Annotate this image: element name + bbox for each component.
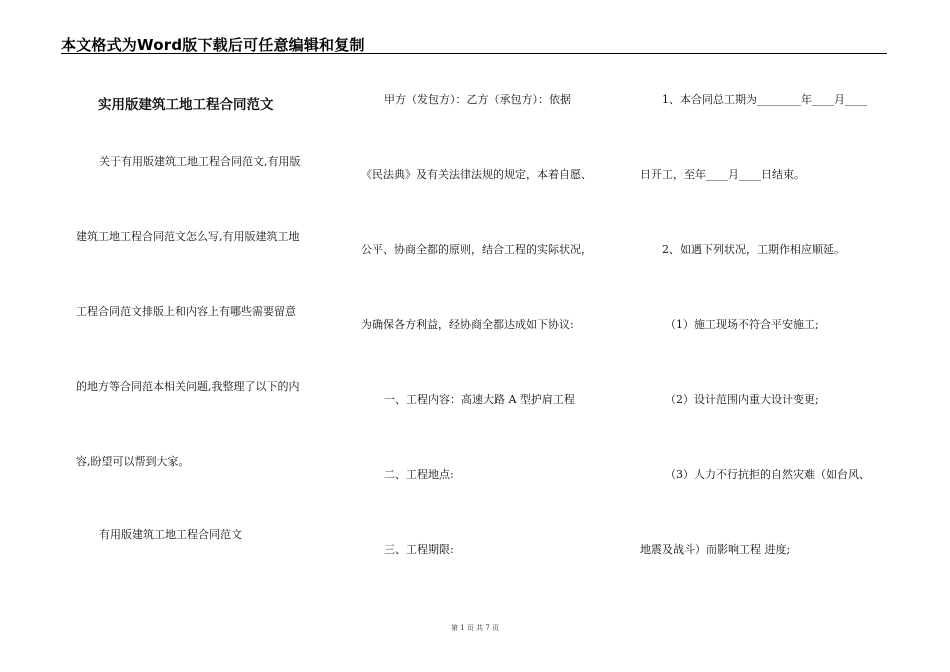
col1-line: 建筑工地工程合同范文怎么写,有用版建筑工地 bbox=[76, 230, 300, 243]
col1-line: 容,盼望可以帮到大家。 bbox=[76, 455, 190, 468]
col1-line: 工程合同范文排版上和内容上有哪些需要留意 bbox=[76, 305, 296, 318]
col2-line: 为确保各方利益，经协商全都达成如下协议: bbox=[361, 318, 574, 331]
col3-line: 1、本合同总工期为________年____月____ bbox=[662, 93, 867, 106]
col3-line: 地震及战斗）而影响工程 进度; bbox=[640, 543, 791, 556]
col2-line: 《民法典》及有关法律法规的规定，本着自愿、 bbox=[361, 168, 592, 181]
col2-line: 三、工程期限: bbox=[384, 543, 454, 556]
col3-line: （3）人力不行抗拒的自然灾难（如台风、 bbox=[665, 468, 870, 481]
header-divider bbox=[61, 53, 887, 54]
col1-line: 的地方等合同范本相关问题,我整理了以下的内 bbox=[76, 380, 300, 393]
col3-line: （2）设计范围内重大设计变更; bbox=[665, 393, 819, 406]
col3-line: 日开工，至年____月____日结束。 bbox=[640, 168, 805, 181]
document-title: 实用版建筑工地工程合同范文 bbox=[98, 97, 274, 113]
col3-line: 2、如遇下列状况，工期作相应顺延。 bbox=[662, 243, 845, 256]
header-title: 本文格式为Word版下载后可任意编辑和复制 bbox=[61, 36, 365, 54]
col2-line: 二、工程地点: bbox=[384, 468, 454, 481]
col1-line: 有用版建筑工地工程合同范文 bbox=[99, 528, 242, 541]
col1-line: 关于有用版建筑工地工程合同范文,有用版 bbox=[99, 155, 301, 168]
col3-line: （1）施工现场不符合平安施工; bbox=[665, 318, 819, 331]
col2-line: 公平、协商全都的原则，结合工程的实际状况， bbox=[361, 243, 592, 256]
col2-line: 甲方（发包方）：乙方（承包方）：依据 bbox=[384, 93, 571, 106]
page-number: 第 1 页 共 7 页 bbox=[450, 624, 500, 632]
col2-line: 一、工程内容：高速大路 A 型护肩工程 bbox=[384, 393, 575, 406]
